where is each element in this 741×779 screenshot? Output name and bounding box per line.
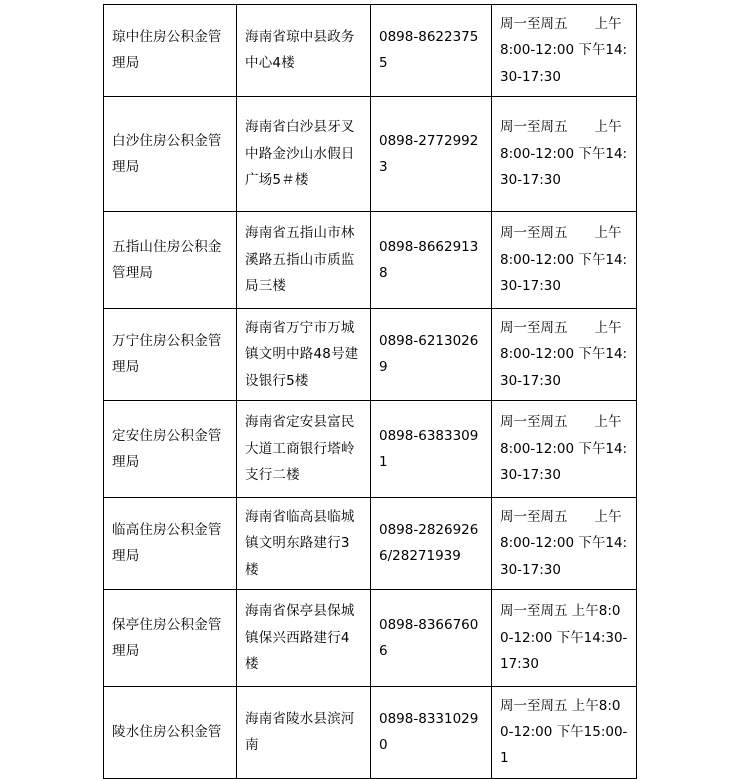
table-row	[104, 497, 637, 589]
agency-hours: 周一至周五 上午8:00-12:00 下午14:30-17:30	[492, 497, 637, 589]
table-row	[104, 589, 637, 686]
housing-fund-contact-table	[103, 4, 637, 779]
agency-hours: 周一至周五 上午8:00-12:00 下午14:30-17:30	[492, 96, 637, 211]
agency-hours: 周一至周五 上午8:00-12:00 下午14:30-17:30	[492, 5, 637, 97]
agency-name: 琼中住房公积金管理局	[104, 5, 237, 97]
table-body	[104, 5, 637, 779]
agency-name: 定安住房公积金管理局	[104, 400, 237, 497]
agency-address: 海南省陵水县滨河南	[237, 686, 371, 778]
agency-address: 海南省定安县富民大道工商银行塔岭支行二楼	[237, 400, 371, 497]
agency-phone: 0898-83667606	[371, 589, 492, 686]
agency-phone: 0898-63833091	[371, 400, 492, 497]
agency-name: 陵水住房公积金管	[104, 686, 237, 778]
table-row	[104, 686, 637, 778]
table-row	[104, 96, 637, 211]
table-row	[104, 308, 637, 400]
agency-address: 海南省保亭县保城镇保兴西路建行4楼	[237, 589, 371, 686]
agency-name: 白沙住房公积金管理局	[104, 96, 237, 211]
agency-name: 五指山住房公积金管理局	[104, 211, 237, 308]
agency-phone: 0898-83310290	[371, 686, 492, 778]
agency-phone: 0898-27729923	[371, 96, 492, 211]
agency-name: 临高住房公积金管理局	[104, 497, 237, 589]
agency-address: 海南省白沙县牙叉中路金沙山水假日广场5＃楼	[237, 96, 371, 211]
agency-hours: 周一至周五 上午8:00-12:00 下午15:00-1	[492, 686, 637, 778]
agency-hours: 周一至周五 上午8:00-12:00 下午14:30-17:30	[492, 211, 637, 308]
agency-phone: 0898-62130269	[371, 308, 492, 400]
agency-phone: 0898-86223755	[371, 5, 492, 97]
agency-address: 海南省五指山市林溪路五指山市质监局三楼	[237, 211, 371, 308]
agency-name: 保亭住房公积金管理局	[104, 589, 237, 686]
agency-name: 万宁住房公积金管理局	[104, 308, 237, 400]
table-row	[104, 211, 637, 308]
agency-hours: 周一至周五 上午8:00-12:00 下午14:30-17:30	[492, 308, 637, 400]
table-row	[104, 5, 637, 97]
agency-phone: 0898-28269266/28271939	[371, 497, 492, 589]
agency-address: 海南省万宁市万城镇文明中路48号建设银行5楼	[237, 308, 371, 400]
agency-address: 海南省临高县临城镇文明东路建行3楼	[237, 497, 371, 589]
agency-hours: 周一至周五 上午8:00-12:00 下午14:30-17:30	[492, 400, 637, 497]
agency-hours: 周一至周五 上午8:00-12:00 下午14:30-17:30	[492, 589, 637, 686]
table-row	[104, 400, 637, 497]
agency-address: 海南省琼中县政务中心4楼	[237, 5, 371, 97]
agency-phone: 0898-86629138	[371, 211, 492, 308]
